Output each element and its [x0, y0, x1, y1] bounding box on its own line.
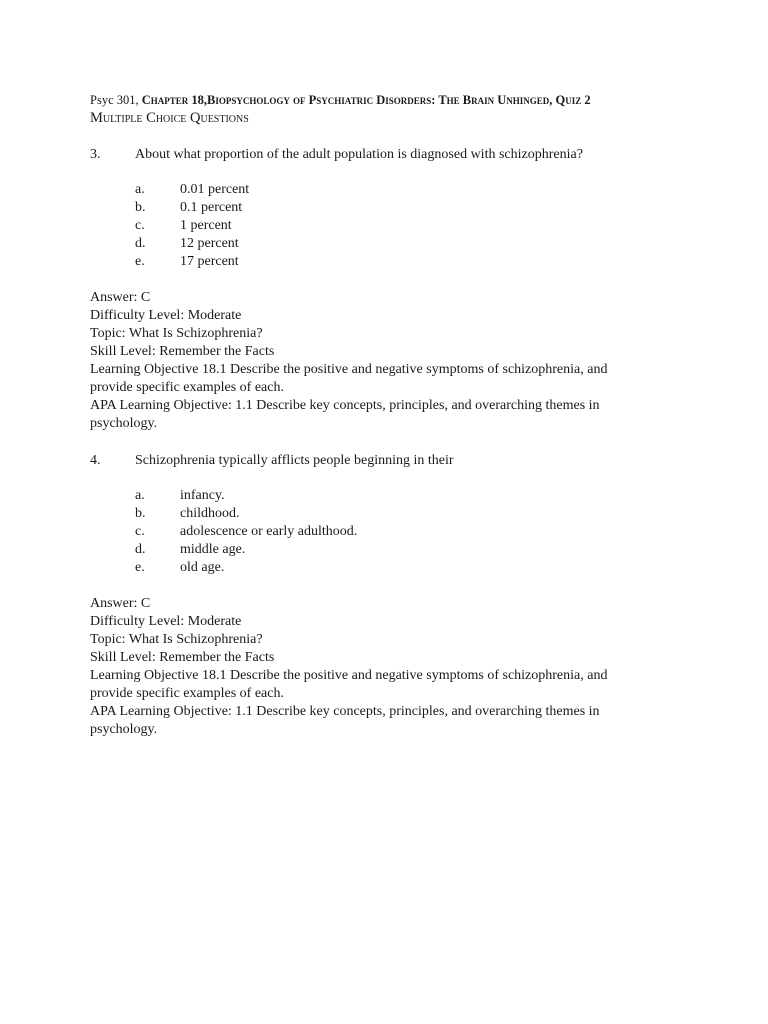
option-text: old age. — [180, 560, 225, 575]
document-header — [90, 92, 690, 108]
topic-line: Topic: What Is Schizophrenia? — [90, 632, 263, 647]
option-text: 0.01 percent — [180, 182, 250, 197]
option-d — [135, 541, 690, 559]
option-letter: c. — [135, 218, 145, 233]
difficulty-line: Difficulty Level: Moderate — [90, 614, 242, 629]
option-letter: b. — [135, 506, 146, 521]
option-text: infancy. — [180, 488, 225, 503]
question-4 — [90, 452, 690, 739]
document-page — [90, 92, 690, 739]
option-letter: c. — [135, 524, 145, 539]
answer-options — [135, 181, 690, 271]
option-a — [135, 181, 690, 199]
option-d — [135, 235, 690, 253]
option-text: childhood. — [180, 506, 240, 521]
question-metadata — [90, 289, 690, 433]
answer-line: Answer: C — [90, 290, 151, 305]
question-stem — [90, 146, 690, 164]
question-text: About what proportion of the adult population is diagnosed with schizophrenia? — [135, 147, 583, 162]
option-text: 17 percent — [180, 254, 239, 269]
apa-objective-line: psychology. — [90, 722, 158, 737]
option-text: middle age. — [180, 542, 246, 557]
option-text: 12 percent — [180, 236, 239, 251]
learning-objective-line: Learning Objective 18.1 Describe the positive and negative symptoms of schizophrenia, and — [90, 362, 608, 377]
difficulty-line: Difficulty Level: Moderate — [90, 308, 242, 323]
learning-objective-line: Learning Objective 18.1 Describe the positive and negative symptoms of schizophrenia, and — [90, 668, 608, 683]
skill-line: Skill Level: Remember the Facts — [90, 650, 275, 665]
question-3 — [90, 146, 690, 433]
learning-objective-line: provide specific examples of each. — [90, 686, 284, 701]
topic-line: Topic: What Is Schizophrenia? — [90, 326, 263, 341]
learning-objective-line: provide specific examples of each. — [90, 380, 284, 395]
option-e — [135, 253, 690, 271]
option-text: adolescence or early adulthood. — [180, 524, 358, 539]
answer-line: Answer: C — [90, 596, 151, 611]
question-stem — [90, 452, 690, 470]
option-letter: d. — [135, 236, 146, 251]
question-text: Schizophrenia typically afflicts people beginning in their — [135, 453, 454, 468]
course-label: Psyc 301, — [90, 93, 142, 107]
skill-line: Skill Level: Remember the Facts — [90, 344, 275, 359]
answer-options — [135, 487, 690, 577]
option-text: 0.1 percent — [180, 200, 243, 215]
option-letter: a. — [135, 488, 145, 503]
apa-objective-line: APA Learning Objective: 1.1 Describe key concepts, principles, and overarching themes in — [90, 704, 600, 719]
option-e — [135, 559, 690, 577]
option-b — [135, 199, 690, 217]
option-letter: a. — [135, 182, 145, 197]
section-title: Multiple Choice Questions — [90, 110, 249, 126]
option-c — [135, 217, 690, 235]
chapter-title: Chapter 18,Biopsychology of Psychiatric Disorders: The Brain Unhinged, Quiz 2 — [141, 93, 591, 107]
apa-objective-line: APA Learning Objective: 1.1 Describe key concepts, principles, and overarching themes in — [90, 398, 600, 413]
question-number: 3. — [90, 147, 101, 162]
question-number: 4. — [90, 453, 101, 468]
option-letter: e. — [135, 560, 145, 575]
option-letter: e. — [135, 254, 145, 269]
option-b — [135, 505, 690, 523]
question-metadata — [90, 595, 690, 739]
apa-objective-line: psychology. — [90, 416, 158, 431]
option-c — [135, 523, 690, 541]
option-text: 1 percent — [180, 218, 232, 233]
option-a — [135, 487, 690, 505]
option-letter: b. — [135, 200, 146, 215]
option-letter: d. — [135, 542, 146, 557]
